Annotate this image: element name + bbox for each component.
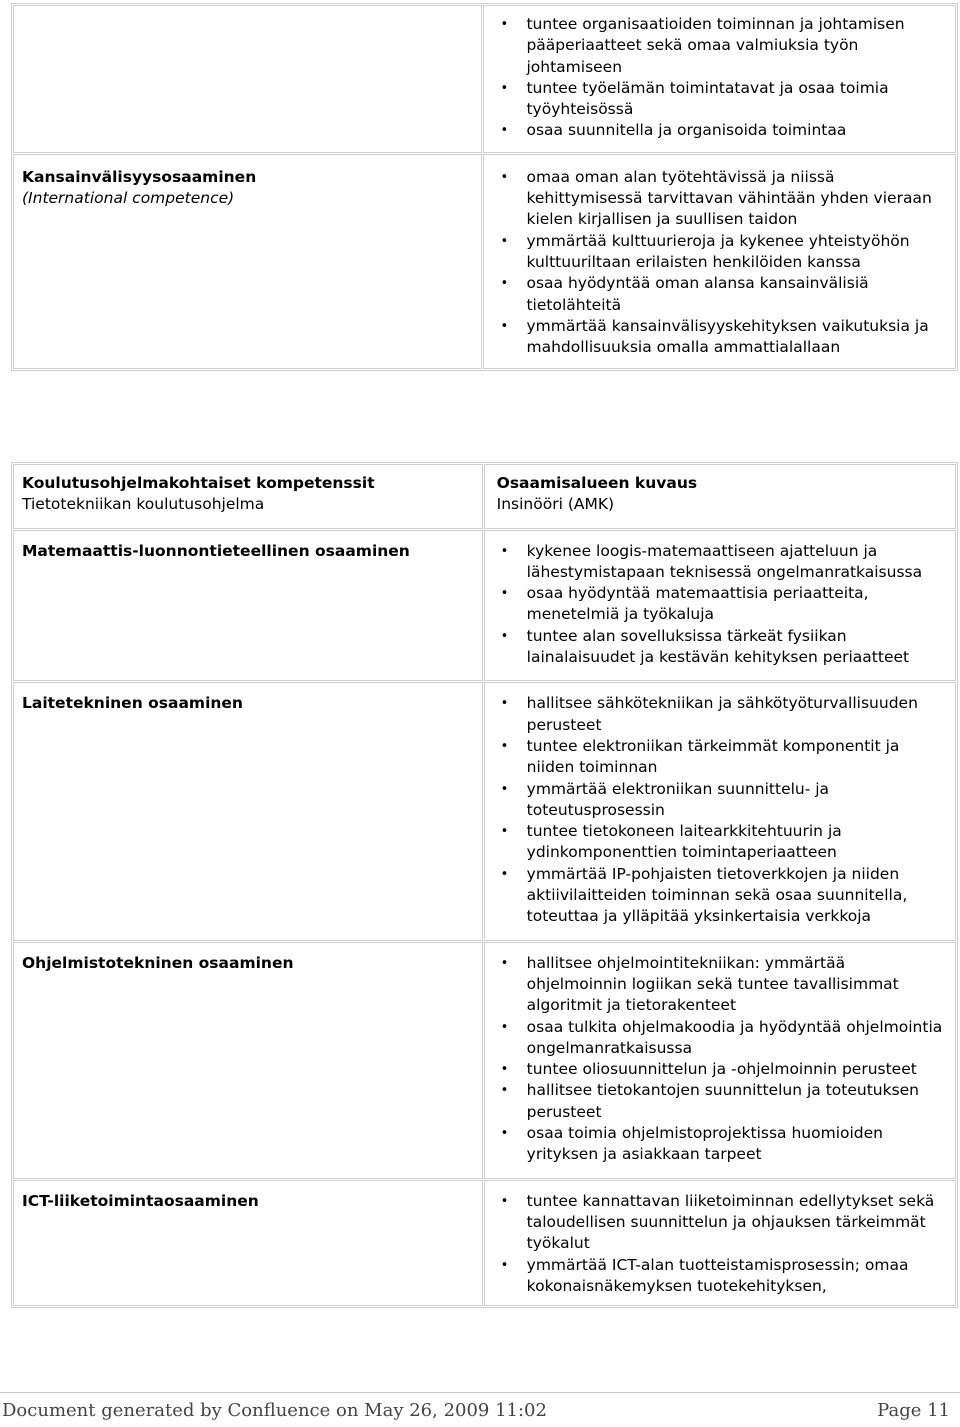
list-item: • omaa oman alan työtehtävissä ja niissä kehittymisessä tarvittavan vähintään yhden vieraan kielen kirjallisen ja suullisen taidon [496,167,947,231]
footer-generated-text: Document generated by Confluence on May 26, 2009 11:02 [2,1400,547,1421]
list-item: • ymmärtää kansainvälisyyskehityksen vaikutuksia ja mahdollisuuksia omalla ammattialallaan [496,316,947,359]
list-item: • tuntee tietokoneen laitearkkitehtuurin ja ydinkomponenttien toimintaperiaatteen [497,821,947,864]
header-left-title: Koulutusohjelmakohtaiset kompetenssit [22,474,375,492]
list-item: • tuntee elektroniikan tärkeimmät komponentit ja niiden toiminnan [497,736,947,779]
competence-name-cell [13,5,482,153]
list-item: • osaa tulkita ohjelmakoodia ja hyödyntää ohjelmointia ongelmanratkaisussa [497,1017,947,1060]
bullet-list [497,1191,947,1297]
competence-title: Matemaattis-luonnontieteellinen osaaminen [22,541,410,560]
table-row [13,1180,956,1306]
competence-name-cell [13,154,482,370]
header-right-title: Osaamisalueen kuvaus [496,474,698,492]
bullet-list [496,14,947,142]
list-item: • tuntee oliosuunnittelun ja -ohjelmoinnin perusteet [497,1059,947,1080]
list-item: • osaa hyödyntää oman alansa kansainvälisiä tietolähteitä [496,273,947,316]
list-item: • hallitsee ohjelmointitekniikan: ymmärtää ohjelmoinnin logiikan sekä tuntee tavallisimmat algoritmit ja tietorakenteet [497,953,947,1017]
list-item: • ymmärtää ICT-alan tuotteistamisprosessin; omaa kokonaisnäkemyksen tuotekehityksen, [497,1255,947,1298]
list-item: • tuntee organisaatioiden toiminnan ja johtamisen pääperiaatteet sekä omaa valmiuksia työn johtamiseen [496,14,947,78]
table-row [13,682,956,940]
competence-description-cell [483,5,956,153]
competence-description-cell [484,530,956,682]
table-row [13,530,956,682]
competence-title: ICT-liiketoimintaosaaminen [22,1191,259,1210]
footer-page-number: Page 11 [877,1400,950,1421]
competence-name-cell [13,1180,483,1306]
list-item: • hallitsee tietokantojen suunnittelun ja toteutuksen perusteet [497,1080,947,1123]
competence-name-cell [13,682,483,940]
list-item: • ymmärtää IP-pohjaisten tietoverkkojen ja niiden aktiivilaitteiden toiminnan sekä osaa suunnitella, toteuttaa ja ylläpitää yksinkertaisia verkkoja [497,864,947,928]
list-item: • osaa suunnitella ja organisoida toimintaa [496,120,947,141]
header-right-subtitle: Insinööri (AMK) [496,495,615,514]
footer-divider [0,1392,960,1393]
competence-name-cell [13,530,483,682]
competence-subtitle: (International competence) [22,189,235,208]
table-row [13,5,956,153]
competence-description-cell [484,942,956,1179]
program-competence-table [11,462,958,1308]
competence-description-cell [484,1180,956,1306]
bullet-list [496,167,947,359]
list-item: • tuntee työelämän toimintatavat ja osaa toimia työyhteisössä [496,78,947,121]
competence-title: Laitetekninen osaaminen [22,694,243,713]
list-item: • ymmärtää kulttuurieroja ja kykenee yhteistyöhön kulttuuriltaan erilaisten henkilöiden kanssa [496,231,947,274]
competence-title: Kansainvälisyysosaaminen [22,167,257,186]
header-cell-right [484,464,956,529]
page-footer [0,1400,960,1427]
list-item: • hallitsee sähkötekniikan ja sähkötyöturvallisuuden perusteet [497,693,947,736]
competence-title: Ohjelmistotekninen osaaminen [22,953,294,972]
table-header-row [13,464,956,529]
table-row [13,154,956,370]
list-item: • tuntee alan sovelluksissa tärkeät fysiikan lainalaisuudet ja kestävän kehityksen periaatteet [497,626,947,669]
list-item: • ymmärtää elektroniikan suunnittelu- ja toteutusprosessin [497,779,947,822]
bullet-list [497,953,947,1166]
header-left-subtitle: Tietotekniikan koulutusohjelma [22,495,265,514]
table-row [13,942,956,1179]
list-item: • osaa toimia ohjelmistoprojektissa huomioiden yrityksen ja asiakkaan tarpeet [497,1123,947,1166]
bullet-list [497,541,947,669]
list-item: • tuntee kannattavan liiketoiminnan edellytykset sekä taloudellisen suunnittelun ja ohjauksen tärkeimmät työkalut [497,1191,947,1255]
competence-table-continued [11,3,958,371]
competence-description-cell [484,682,956,940]
competence-description-cell [483,154,956,370]
competence-name-cell [13,942,483,1179]
bullet-list [497,693,947,927]
list-item: • kykenee loogis-matemaattiseen ajatteluun ja lähestymistapaan teknisessä ongelmanratkaisussa [497,541,947,584]
header-cell-left [13,464,483,529]
list-item: • osaa hyödyntää matemaattisia periaatteita, menetelmiä ja työkaluja [497,583,947,626]
